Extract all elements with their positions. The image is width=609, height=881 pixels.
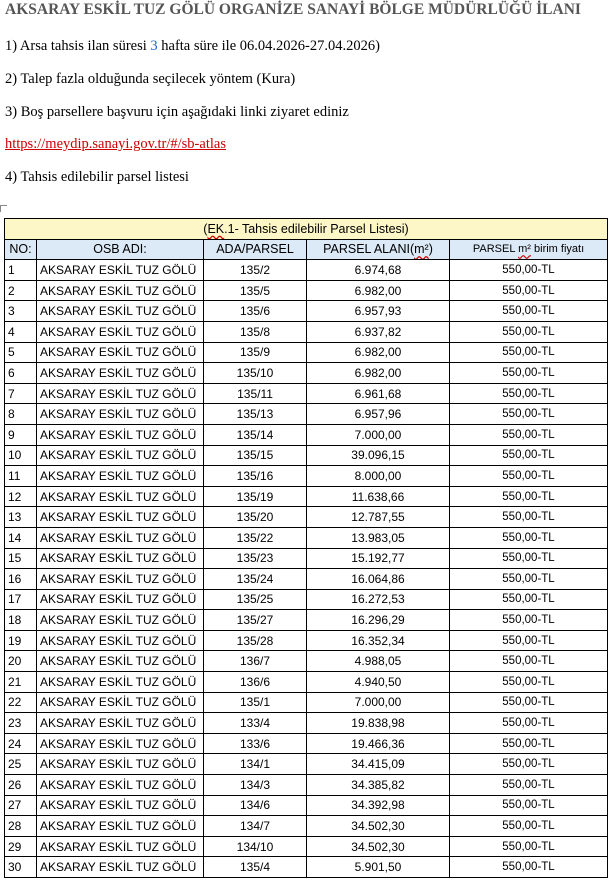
row-osb-name: AKSARAY ESKİL TUZ GÖLÜ [37,836,204,857]
row-parsel-alani: 11.638,66 [307,486,450,507]
row-osb-name: AKSARAY ESKİL TUZ GÖLÜ [37,857,204,878]
duration-dates: 06.04.2026-27.04.2026 [239,38,376,54]
row-osb-name: AKSARAY ESKİL TUZ GÖLÜ [37,445,204,466]
row-osb-name: AKSARAY ESKİL TUZ GÖLÜ [37,383,204,404]
row-ada-parsel: 133/4 [204,713,307,734]
row-parsel-alani: 13.983,05 [307,527,450,548]
row-osb-name: AKSARAY ESKİL TUZ GÖLÜ [37,527,204,548]
table-row [5,404,608,425]
row-parsel-alani: 5.901,50 [307,857,450,878]
table-row [5,527,608,548]
table-row [5,713,608,734]
duration-weeks: 3 [150,38,158,54]
paragraph-list: 4) Tahsis edilebilir parsel listesi [5,169,189,185]
row-birim-fiyat: 550,00-TL [450,795,608,816]
row-no: 26 [5,775,37,796]
row-osb-name: AKSARAY ESKİL TUZ GÖLÜ [37,692,204,713]
parcel-table [4,218,608,878]
row-osb-name: AKSARAY ESKİL TUZ GÖLÜ [37,816,204,837]
row-parsel-alani: 6.974,68 [307,260,450,281]
table-row [5,260,608,281]
row-ada-parsel: 135/24 [204,569,307,590]
header-alan [307,239,450,260]
table-row [5,816,608,837]
row-ada-parsel: 134/6 [204,795,307,816]
header-fiyat-suffix: birim fiyatı [530,243,585,256]
row-parsel-alani: 15.192,77 [307,548,450,569]
row-parsel-alani: 16.064,86 [307,569,450,590]
row-no: 30 [5,857,37,878]
header-ada: ADA/PARSEL [204,239,307,260]
row-no: 8 [5,404,37,425]
row-no: 27 [5,795,37,816]
row-ada-parsel: 134/7 [204,816,307,837]
row-birim-fiyat: 550,00-TL [450,466,608,487]
row-ada-parsel: 135/27 [204,610,307,631]
row-no: 23 [5,713,37,734]
row-no: 24 [5,733,37,754]
row-birim-fiyat: 550,00-TL [450,836,608,857]
table-row [5,733,608,754]
row-ada-parsel: 135/19 [204,486,307,507]
row-parsel-alani: 34.385,82 [307,775,450,796]
row-ada-parsel: 135/2 [204,260,307,281]
row-ada-parsel: 135/22 [204,527,307,548]
row-parsel-alani: 6.982,00 [307,363,450,384]
row-parsel-alani: 7.000,00 [307,424,450,445]
row-osb-name: AKSARAY ESKİL TUZ GÖLÜ [37,569,204,590]
row-parsel-alani: 6.961,68 [307,383,450,404]
row-osb-name: AKSARAY ESKİL TUZ GÖLÜ [37,754,204,775]
row-no: 6 [5,363,37,384]
table-row [5,754,608,775]
table-row [5,548,608,569]
row-osb-name: AKSARAY ESKİL TUZ GÖLÜ [37,260,204,281]
row-birim-fiyat: 550,00-TL [450,775,608,796]
header-fiyat-unit: m² [518,243,531,256]
row-parsel-alani: 12.787,55 [307,507,450,528]
row-ada-parsel: 135/20 [204,507,307,528]
header-alan-unit: m² [414,242,429,257]
row-birim-fiyat: 550,00-TL [450,672,608,693]
row-ada-parsel: 134/10 [204,836,307,857]
row-osb-name: AKSARAY ESKİL TUZ GÖLÜ [37,321,204,342]
table-row [5,363,608,384]
row-no: 18 [5,610,37,631]
row-ada-parsel: 134/1 [204,754,307,775]
table-row [5,445,608,466]
row-ada-parsel: 135/9 [204,342,307,363]
table-row [5,836,608,857]
table-row [5,383,608,404]
application-link[interactable] [5,135,226,153]
row-osb-name: AKSARAY ESKİL TUZ GÖLÜ [37,775,204,796]
header-fiyat [450,239,608,260]
row-no: 17 [5,589,37,610]
row-ada-parsel: 135/6 [204,301,307,322]
row-birim-fiyat: 550,00-TL [450,424,608,445]
row-osb-name: AKSARAY ESKİL TUZ GÖLÜ [37,672,204,693]
row-no: 5 [5,342,37,363]
row-birim-fiyat: 550,00-TL [450,363,608,384]
row-no: 20 [5,651,37,672]
row-no: 11 [5,466,37,487]
row-osb-name: AKSARAY ESKİL TUZ GÖLÜ [37,630,204,651]
caption-rest: .1- Tahsis edilebilir Parsel Listesi) [224,221,409,236]
row-parsel-alani: 7.000,00 [307,692,450,713]
row-no: 22 [5,692,37,713]
row-ada-parsel: 133/6 [204,733,307,754]
row-ada-parsel: 136/6 [204,672,307,693]
row-no: 21 [5,672,37,693]
row-parsel-alani: 6.957,93 [307,301,450,322]
row-birim-fiyat: 550,00-TL [450,445,608,466]
row-ada-parsel: 135/11 [204,383,307,404]
row-osb-name: AKSARAY ESKİL TUZ GÖLÜ [37,486,204,507]
table-caption [5,219,608,240]
row-no: 14 [5,527,37,548]
row-parsel-alani: 34.392,98 [307,795,450,816]
row-parsel-alani: 16.272,53 [307,589,450,610]
row-ada-parsel: 135/16 [204,466,307,487]
row-parsel-alani: 39.096,15 [307,445,450,466]
row-parsel-alani: 4.940,50 [307,672,450,693]
row-parsel-alani: 16.296,29 [307,610,450,631]
table-row [5,589,608,610]
caption-ek: EK [207,221,225,236]
row-parsel-alani: 34.502,30 [307,836,450,857]
row-birim-fiyat: 550,00-TL [450,342,608,363]
row-birim-fiyat: 550,00-TL [450,569,608,590]
duration-mid: hafta süre ile [157,38,240,54]
application-link-text[interactable]: https://meydip.sanayi.gov.tr/#/sb-atlas [5,136,226,152]
table-caption-row [5,219,608,240]
row-osb-name: AKSARAY ESKİL TUZ GÖLÜ [37,404,204,425]
row-birim-fiyat: 550,00-TL [450,383,608,404]
row-ada-parsel: 135/28 [204,630,307,651]
table-row [5,507,608,528]
row-parsel-alani: 19.466,36 [307,733,450,754]
row-osb-name: AKSARAY ESKİL TUZ GÖLÜ [37,589,204,610]
row-parsel-alani: 6.937,82 [307,321,450,342]
row-no: 15 [5,548,37,569]
table-header-row [5,239,608,260]
row-no: 7 [5,383,37,404]
row-ada-parsel: 135/23 [204,548,307,569]
table-row [5,672,608,693]
row-osb-name: AKSARAY ESKİL TUZ GÖLÜ [37,280,204,301]
row-birim-fiyat: 550,00-TL [450,404,608,425]
row-ada-parsel: 135/8 [204,321,307,342]
row-osb-name: AKSARAY ESKİL TUZ GÖLÜ [37,795,204,816]
row-birim-fiyat: 550,00-TL [450,527,608,548]
paragraph-apply: 3) Boş parsellere başvuru için aşağıdaki linki ziyaret ediniz [5,104,349,120]
row-osb-name: AKSARAY ESKİL TUZ GÖLÜ [37,424,204,445]
row-ada-parsel: 135/1 [204,692,307,713]
row-osb-name: AKSARAY ESKİL TUZ GÖLÜ [37,733,204,754]
row-birim-fiyat: 550,00-TL [450,651,608,672]
row-no: 29 [5,836,37,857]
table-row [5,630,608,651]
row-osb-name: AKSARAY ESKİL TUZ GÖLÜ [37,466,204,487]
table-move-handle[interactable] [0,205,7,212]
row-birim-fiyat: 550,00-TL [450,713,608,734]
header-alan-close: ) [428,242,433,257]
table-row [5,280,608,301]
row-no: 16 [5,569,37,590]
row-parsel-alani: 8.000,00 [307,466,450,487]
header-fiyat-label: PARSEL [472,243,519,256]
row-birim-fiyat: 550,00-TL [450,816,608,837]
row-birim-fiyat: 550,00-TL [450,486,608,507]
row-ada-parsel: 136/7 [204,651,307,672]
row-osb-name: AKSARAY ESKİL TUZ GÖLÜ [37,507,204,528]
row-no: 25 [5,754,37,775]
table-row [5,321,608,342]
header-alan-label: PARSEL ALANI( [323,242,415,257]
row-osb-name: AKSARAY ESKİL TUZ GÖLÜ [37,548,204,569]
row-parsel-alani: 6.982,00 [307,280,450,301]
row-birim-fiyat: 550,00-TL [450,610,608,631]
row-osb-name: AKSARAY ESKİL TUZ GÖLÜ [37,301,204,322]
row-birim-fiyat: 550,00-TL [450,548,608,569]
paragraph-method: 2) Talep fazla olduğunda seçilecek yöntem (Kura) [5,71,296,87]
row-ada-parsel: 135/4 [204,857,307,878]
row-no: 19 [5,630,37,651]
table-row [5,857,608,878]
row-parsel-alani: 34.415,09 [307,754,450,775]
row-birim-fiyat: 550,00-TL [450,280,608,301]
table-row [5,466,608,487]
table-row [5,775,608,796]
row-ada-parsel: 135/10 [204,363,307,384]
row-osb-name: AKSARAY ESKİL TUZ GÖLÜ [37,363,204,384]
row-birim-fiyat: 550,00-TL [450,630,608,651]
header-osb: OSB ADI: [37,239,204,260]
row-ada-parsel: 134/3 [204,775,307,796]
row-ada-parsel: 135/14 [204,424,307,445]
header-no: NO: [5,239,37,260]
row-parsel-alani: 6.957,96 [307,404,450,425]
row-osb-name: AKSARAY ESKİL TUZ GÖLÜ [37,610,204,631]
row-no: 9 [5,424,37,445]
row-no: 3 [5,301,37,322]
caption-prefix: ( [203,221,208,236]
row-birim-fiyat: 550,00-TL [450,692,608,713]
row-parsel-alani: 34.502,30 [307,816,450,837]
row-ada-parsel: 135/25 [204,589,307,610]
row-osb-name: AKSARAY ESKİL TUZ GÖLÜ [37,713,204,734]
row-birim-fiyat: 550,00-TL [450,733,608,754]
row-no: 28 [5,816,37,837]
row-no: 4 [5,321,37,342]
row-birim-fiyat: 550,00-TL [450,301,608,322]
row-no: 12 [5,486,37,507]
row-no: 13 [5,507,37,528]
row-birim-fiyat: 550,00-TL [450,507,608,528]
row-birim-fiyat: 550,00-TL [450,321,608,342]
row-ada-parsel: 135/13 [204,404,307,425]
row-no: 1 [5,260,37,281]
row-osb-name: AKSARAY ESKİL TUZ GÖLÜ [37,342,204,363]
row-parsel-alani: 16.352,34 [307,630,450,651]
table-row [5,301,608,322]
table-row [5,342,608,363]
table-row [5,610,608,631]
table-row [5,795,608,816]
row-birim-fiyat: 550,00-TL [450,260,608,281]
row-parsel-alani: 4.988,05 [307,651,450,672]
row-ada-parsel: 135/15 [204,445,307,466]
table-row [5,692,608,713]
table-row [5,651,608,672]
row-parsel-alani: 6.982,00 [307,342,450,363]
duration-end: ) [375,38,380,54]
table-body [5,260,608,878]
row-birim-fiyat: 550,00-TL [450,754,608,775]
row-birim-fiyat: 550,00-TL [450,857,608,878]
row-parsel-alani: 19.838,98 [307,713,450,734]
row-ada-parsel: 135/5 [204,280,307,301]
row-no: 2 [5,280,37,301]
document-title: AKSARAY ESKİL TUZ GÖLÜ ORGANİZE SANAYİ BÖLGE MÜDÜRLÜĞÜ İLANI [5,1,581,18]
duration-prefix: 1) Arsa tahsis ilan süresi [5,38,151,54]
row-osb-name: AKSARAY ESKİL TUZ GÖLÜ [37,651,204,672]
table-row [5,569,608,590]
row-no: 10 [5,445,37,466]
table-row [5,424,608,445]
table-row [5,486,608,507]
paragraph-duration [5,37,380,55]
row-birim-fiyat: 550,00-TL [450,589,608,610]
